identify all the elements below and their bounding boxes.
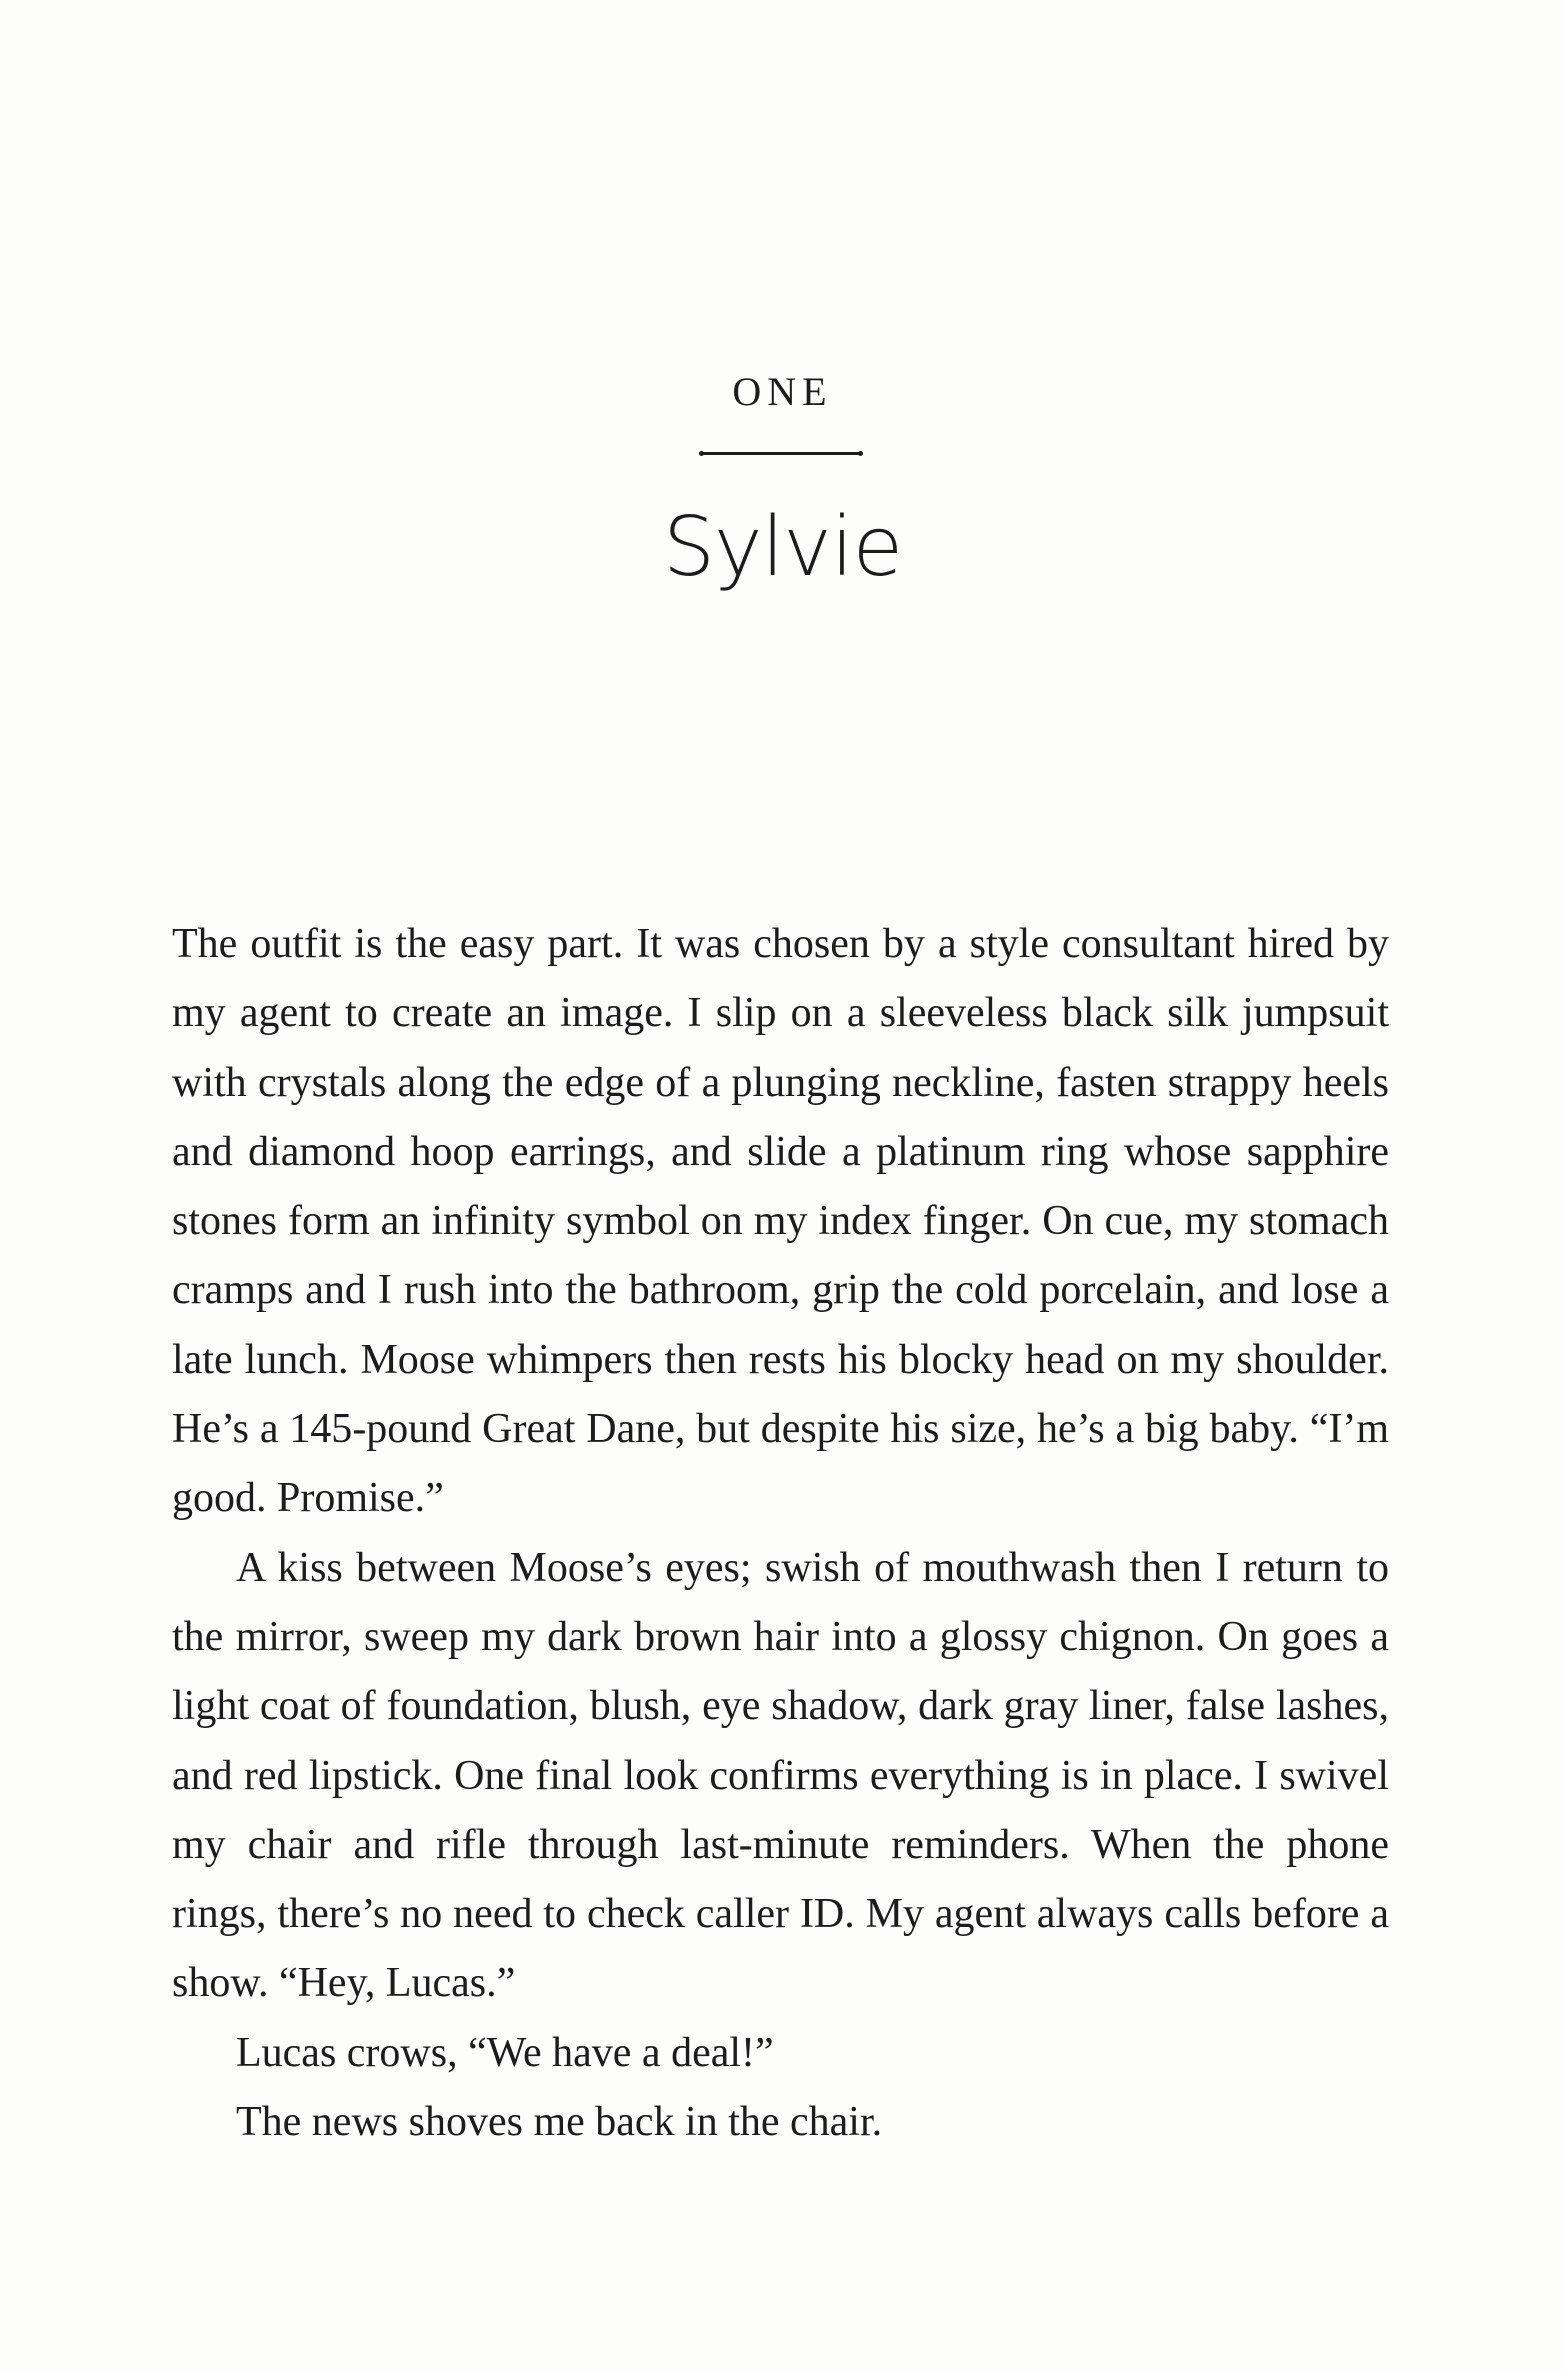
- paragraph-4: The news shoves me back in the chair.: [236, 2099, 883, 2146]
- paragraph-2: A kiss between Moose’s eyes; swish of mouthwash then I return to the mirror, sweep my dark brown hair into a glossy chignon. On goes a light coat of foundation, blush, eye shadow, dark gray liner, false lashes, and red lipstick. One final look confirms everything is in place. I swivel my chair and rifle through last-minute reminders. When the phone rings, there’s no need to check caller ID. My agent always calls before a show. “Hey, Lucas.”: [172, 1544, 1389, 2007]
- chapter-body: [172, 910, 1389, 2157]
- paragraph-3: Lucas crows, “We have a deal!”: [236, 2029, 774, 2076]
- chapter-number: ONE: [732, 369, 833, 414]
- chapter-title: Sylvie: [662, 500, 903, 595]
- chapter-divider: [701, 452, 861, 455]
- paragraph-1: The outfit is the easy part. It was chosen by a style consultant hired by my agent to create an image. I slip on a sleeveless black silk jumpsuit with crystals along the edge of a plunging neckline, fasten strappy heels and diamond hoop earrings, and slide a platinum ring whose sapphire stones form an infinity symbol on my index finger. On cue, my stomach cramps and I rush into the bathroom, grip the cold porcelain, and lose a late lunch. Moose whimpers then rests his blocky head on my shoulder. He’s a 145-pound Great Dane, but despite his size, he’s a big baby. “I’m good. Promise.”: [172, 921, 1389, 1522]
